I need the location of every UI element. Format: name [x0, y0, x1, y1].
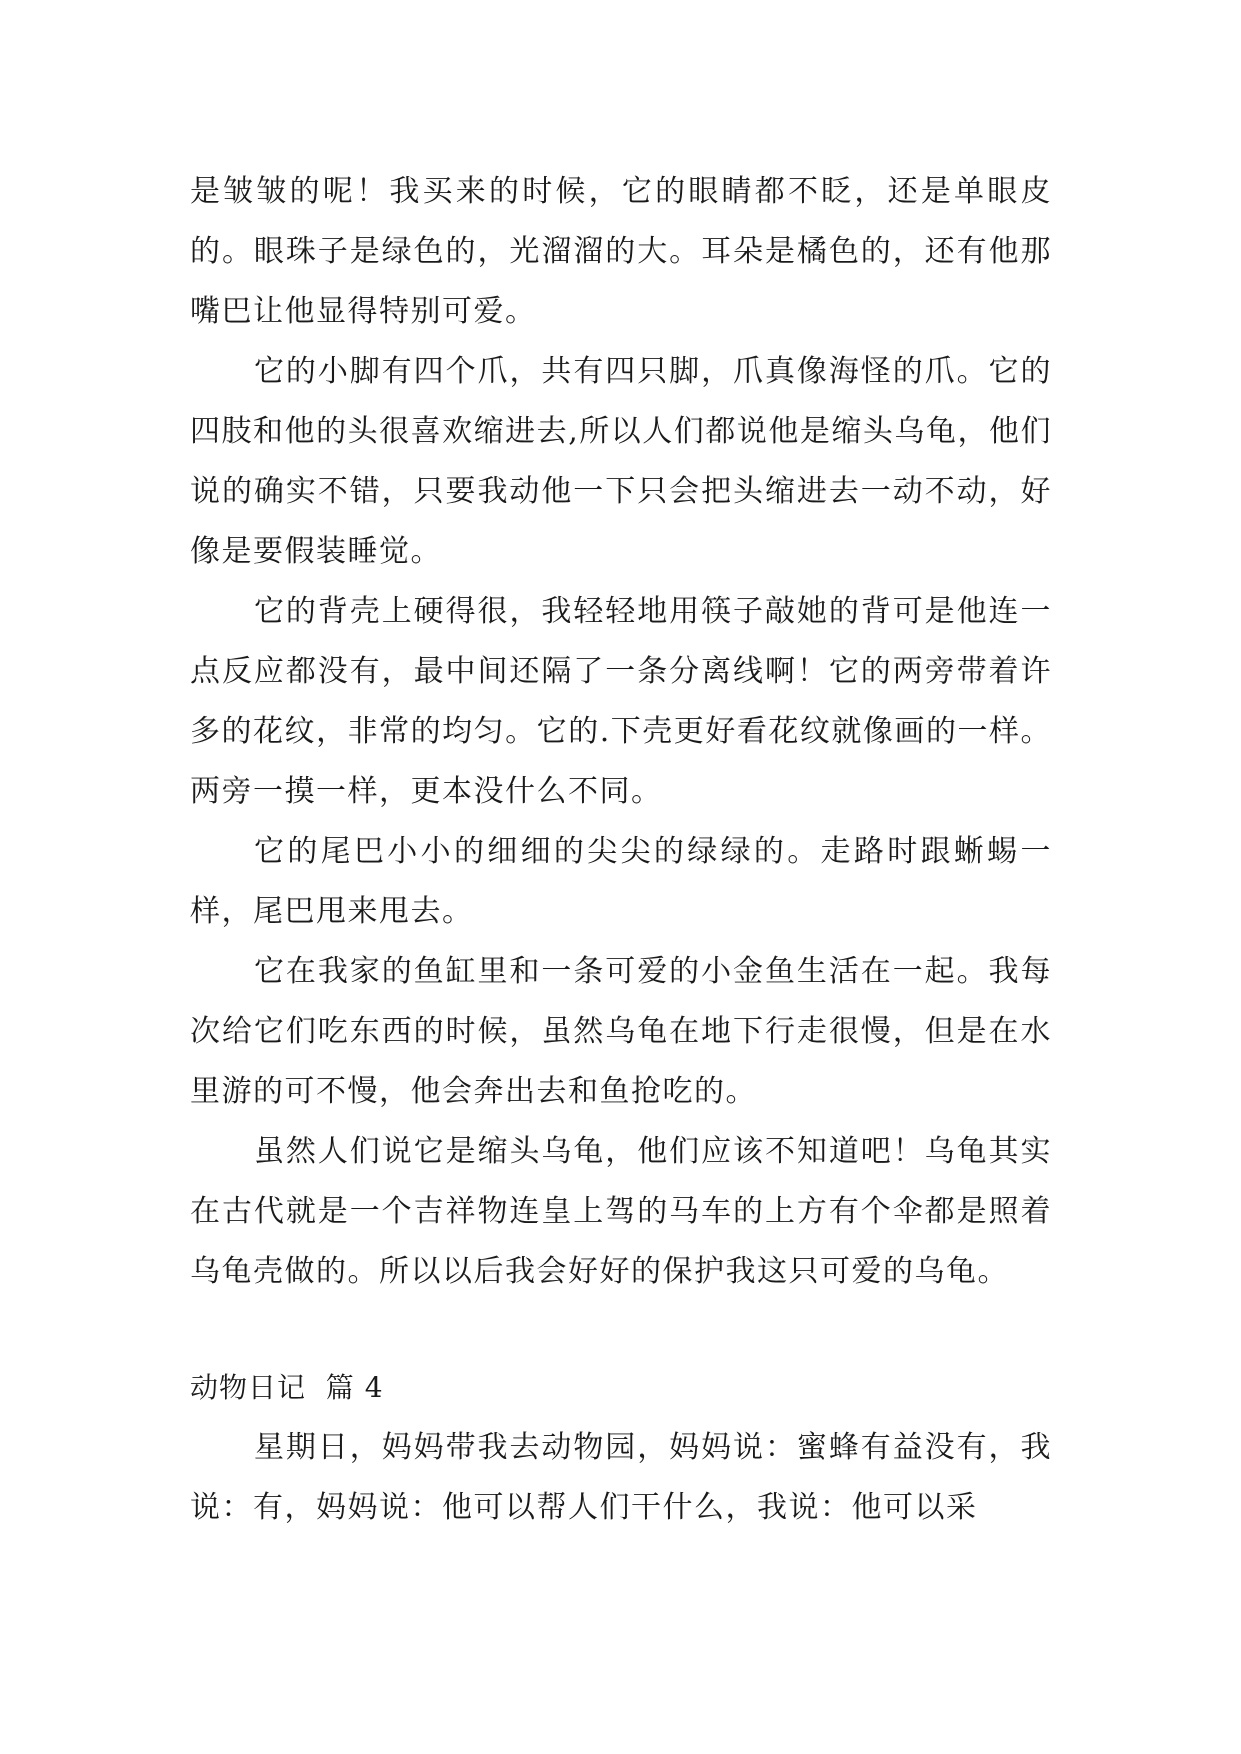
paragraph-4: 它的尾巴小小的细细的尖尖的绿绿的。走路时跟蜥蜴一样，尾巴甩来甩去。 — [190, 834, 1052, 929]
paragraph-6: 虽然人们说它是缩头乌龟，他们应该不知道吧！乌龟其实在古代就是一个吉祥物连皇上驾的马车的上方有个伞都是照着乌龟壳做的。所以以后我会好好的保护我这只可爱的乌龟。 — [190, 1134, 1052, 1289]
paragraph-1: 是皱皱的呢！我买来的时候，它的眼睛都不眨，还是单眼皮的。眼珠子是绿色的，光溜溜的大。耳朵是橘色的，还有他那嘴巴让他显得特别可爱。 — [190, 174, 1052, 329]
document-page — [190, 162, 1052, 1538]
paragraph-2: 它的小脚有四个爪，共有四只脚，爪真像海怪的爪。它的四肢和他的头很喜欢缩进去,所以人们都说他是缩头乌龟，他们说的确实不错，只要我动他一下只会把头缩进去一动不动，好像是要假装睡觉。 — [190, 354, 1052, 569]
paragraph-7: 星期日，妈妈带我去动物园，妈妈说：蜜蜂有益没有，我说：有，妈妈说：他可以帮人们干什么，我说：他可以采 — [190, 1430, 1052, 1525]
paragraph-3: 它的背壳上硬得很，我轻轻地用筷子敲她的背可是他连一点反应都没有，最中间还隔了一条分离线啊！它的两旁带着许多的花纹，非常的均匀。它的.下壳更好看花纹就像画的一样。两旁一摸一样，更本没什么不同。 — [190, 594, 1052, 809]
paragraph-5: 它在我家的鱼缸里和一条可爱的小金鱼生活在一起。我每次给它们吃东西的时候，虽然乌龟在地下行走很慢，但是在水里游的可不慢，他会奔出去和鱼抢吃的。 — [190, 954, 1052, 1109]
section-heading: 动物日记 篇 4 — [190, 1371, 384, 1404]
